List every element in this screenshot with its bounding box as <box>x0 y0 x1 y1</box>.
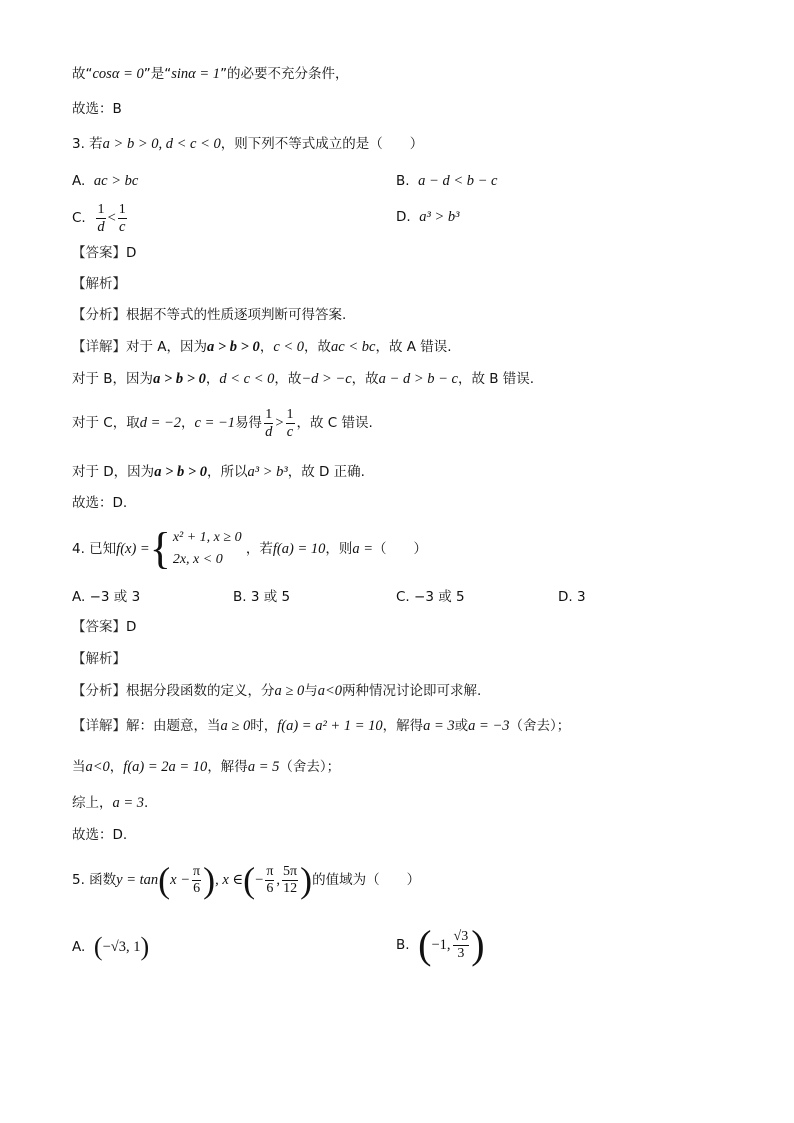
text: ，则 <box>325 541 353 557</box>
q3-detail-b <box>72 369 534 389</box>
denominator: d <box>265 423 273 440</box>
text: ，解得 <box>207 759 248 775</box>
piecewise-cases <box>173 527 242 571</box>
q4-fenxi <box>72 681 481 701</box>
q5-stem <box>72 858 420 902</box>
numerator: 1 <box>286 406 294 422</box>
text: 对于 B，因为 <box>72 371 154 387</box>
fenxi-tag: 【分析】 <box>72 683 126 699</box>
text: ，所以 <box>206 464 248 480</box>
q3-analysis-tag <box>72 274 126 294</box>
text: 3. 若 <box>72 136 103 152</box>
numerator: 1 <box>265 406 273 422</box>
right-paren: ) <box>140 932 150 961</box>
text: ，故 B 错误. <box>457 371 535 387</box>
right-paren: ) <box>203 860 216 900</box>
denominator: 12 <box>283 880 298 896</box>
q3-option-c <box>72 200 129 236</box>
denominator: d <box>97 218 105 235</box>
math: a³ > b³ <box>247 464 288 480</box>
answer-tag: 【答案】 <box>72 619 126 635</box>
analysis-tag: 【解析】 <box>72 651 126 667</box>
left-paren: ( <box>93 932 103 961</box>
q3-option-d <box>396 207 460 227</box>
right-paren: ) <box>471 922 485 967</box>
text: 与 <box>304 683 318 699</box>
fraction <box>118 202 127 235</box>
analysis-tag: 【解析】 <box>72 276 126 292</box>
text: 故选：D. <box>72 827 128 843</box>
math: −1, <box>431 937 451 953</box>
text: ，故 A 错误. <box>375 339 452 355</box>
q3-fenxi <box>72 305 346 325</box>
text: ，则下列不等式成立的是（ ） <box>220 136 424 152</box>
text: 5. 函数 <box>72 872 117 888</box>
choose-line <box>72 99 122 119</box>
math: a = 3 <box>423 718 455 734</box>
left-brace: { <box>149 524 171 573</box>
text: 时， <box>250 718 278 734</box>
math: a = 5 <box>247 759 280 775</box>
fraction <box>282 864 298 897</box>
numerator: 1 <box>97 201 105 217</box>
math: f(a) = a² + 1 = 10 <box>277 718 383 734</box>
option-label: B. <box>396 173 410 189</box>
q3-answer <box>72 243 136 263</box>
q3-detail-a <box>72 337 452 357</box>
math: a<0 <box>85 759 110 775</box>
relation: > <box>275 415 284 431</box>
math: a − d < b − c <box>418 173 498 189</box>
fraction <box>453 929 470 962</box>
text: . <box>144 795 149 811</box>
math: sinα = 1 <box>171 66 221 82</box>
math: c = −1 <box>194 415 236 431</box>
fraction <box>96 202 105 235</box>
math: c < 0 <box>273 339 305 355</box>
q4-answer <box>72 617 136 637</box>
text: ，故 C 错误. <box>296 415 373 431</box>
text: （舍去）； <box>279 759 341 775</box>
text: ，故 <box>274 371 302 387</box>
text: 故选：D. <box>72 495 128 511</box>
text: ”是“ <box>143 66 172 82</box>
fraction <box>265 864 274 897</box>
math: a ≥ 0 <box>220 718 251 734</box>
text: 当 <box>72 759 86 775</box>
math: f(x) = <box>116 541 150 557</box>
conclusion-line <box>72 64 349 84</box>
case-line: 2x, x < 0 <box>172 552 223 567</box>
text: ， <box>259 339 274 355</box>
option-label: A. <box>72 939 86 955</box>
text: 对于 C，取 <box>72 415 140 431</box>
math: a − d > b − c <box>378 371 458 387</box>
math: f(a) = 2a = 10 <box>123 759 208 775</box>
math: a<0 <box>317 683 343 699</box>
math: − <box>255 872 264 888</box>
numerator: 1 <box>118 201 126 217</box>
fenxi-tag: 【分析】 <box>72 307 126 323</box>
answer-value: D <box>126 245 137 261</box>
text: 根据分段函数的定义，分 <box>126 683 275 699</box>
text: ，解得 <box>382 718 424 734</box>
text: ，故 <box>304 339 332 355</box>
left-paren: ( <box>243 860 256 900</box>
text: ”的必要不充分条件， <box>220 66 349 82</box>
math: a > b > 0 <box>207 339 260 355</box>
relation: < <box>107 210 116 226</box>
math: a > b > 0, d < c < 0 <box>102 136 221 152</box>
text: 4. 已知 <box>72 541 117 557</box>
q4-choose <box>72 825 127 845</box>
math: −√3, 1 <box>102 939 141 955</box>
option-label: C. <box>72 210 86 226</box>
math: a = <box>352 541 374 557</box>
q3-option-a <box>72 171 138 191</box>
math: x − <box>170 872 191 888</box>
text: 或 <box>454 718 469 734</box>
text: ，故 D 正确. <box>287 464 365 480</box>
q3-stem <box>72 134 423 154</box>
text: 故“ <box>72 66 93 82</box>
denominator: c <box>119 218 126 235</box>
option: A. −3 或 3 <box>72 589 141 605</box>
math: ac < bc <box>331 339 376 355</box>
text: 解：由题意，当 <box>126 718 221 734</box>
option: D. 3 <box>558 589 586 605</box>
text: 根据不等式的性质逐项判断可得答案. <box>126 307 347 323</box>
answer-value: D <box>126 619 137 635</box>
text: 两种情况讨论即可求解. <box>342 683 482 699</box>
math: a³ > b³ <box>419 209 460 225</box>
comma: , <box>276 872 281 888</box>
option: B. 3 或 5 <box>233 589 291 605</box>
case-line: x² + 1, x ≥ 0 <box>172 530 242 545</box>
text: 综上， <box>72 795 113 811</box>
denominator: 6 <box>193 880 201 896</box>
fraction <box>286 407 295 440</box>
q5-option-b <box>396 922 485 968</box>
fraction <box>264 407 273 440</box>
left-paren: ( <box>418 922 432 967</box>
math: cosα = 0 <box>92 66 144 82</box>
text: ， <box>109 759 124 775</box>
math: a ≥ 0 <box>274 683 305 699</box>
q3-detail-c <box>72 405 373 441</box>
text: （ ） <box>373 541 428 557</box>
text: ， <box>181 415 195 431</box>
math: d = −2 <box>139 415 182 431</box>
q4-analysis-tag <box>72 649 126 669</box>
text: 故选：B <box>72 101 122 117</box>
q4-detail-b <box>72 757 340 777</box>
math: d < c < 0 <box>219 371 275 387</box>
q3-detail-d <box>72 462 365 482</box>
xiangjie-tag: 【详解】 <box>72 718 126 734</box>
xiangjie-tag: 【详解】 <box>72 339 126 355</box>
math: −d > −c <box>301 371 352 387</box>
option-label: D. <box>396 209 411 225</box>
denominator: c <box>286 423 294 440</box>
math: a = −3 <box>468 718 510 734</box>
math: ac > bc <box>93 173 139 189</box>
text: 的值域为（ ） <box>312 872 421 888</box>
answer-tag: 【答案】 <box>72 245 126 261</box>
text: ，若 <box>245 541 273 557</box>
numerator: π <box>266 863 274 879</box>
denominator: 6 <box>266 880 274 896</box>
q4-option-d <box>558 587 586 607</box>
text: 易得 <box>235 415 263 431</box>
q3-option-b <box>396 171 497 191</box>
math: , x ∈ <box>215 872 244 888</box>
option-label: A. <box>72 173 86 189</box>
fraction <box>192 864 201 897</box>
option-label: B. <box>396 937 410 953</box>
numerator: π <box>193 863 201 879</box>
q4-stem <box>72 525 427 573</box>
denominator: 3 <box>457 945 465 961</box>
q4-detail-c <box>72 793 148 813</box>
q3-choose <box>72 493 127 513</box>
q4-option-a <box>72 587 140 607</box>
right-paren: ) <box>300 860 313 900</box>
math: a = 3 <box>112 795 145 811</box>
q4-option-b <box>233 587 290 607</box>
numerator: 5π <box>283 863 298 879</box>
left-paren: ( <box>158 860 171 900</box>
math: a > b > 0 <box>153 371 206 387</box>
numerator: √3 <box>453 928 469 944</box>
q4-option-c <box>396 587 465 607</box>
text: 对于 D，因为 <box>72 464 155 480</box>
text: 对于 A，因为 <box>126 339 208 355</box>
q5-option-a <box>72 930 149 964</box>
text: ， <box>205 371 220 387</box>
math: y = tan <box>116 872 159 888</box>
q4-detail-a <box>72 716 570 736</box>
math: a > b > 0 <box>154 464 207 480</box>
option: C. −3 或 5 <box>396 589 465 605</box>
math: f(a) = 10 <box>272 541 326 557</box>
text: ，故 <box>351 371 379 387</box>
text: （舍去）； <box>509 718 571 734</box>
